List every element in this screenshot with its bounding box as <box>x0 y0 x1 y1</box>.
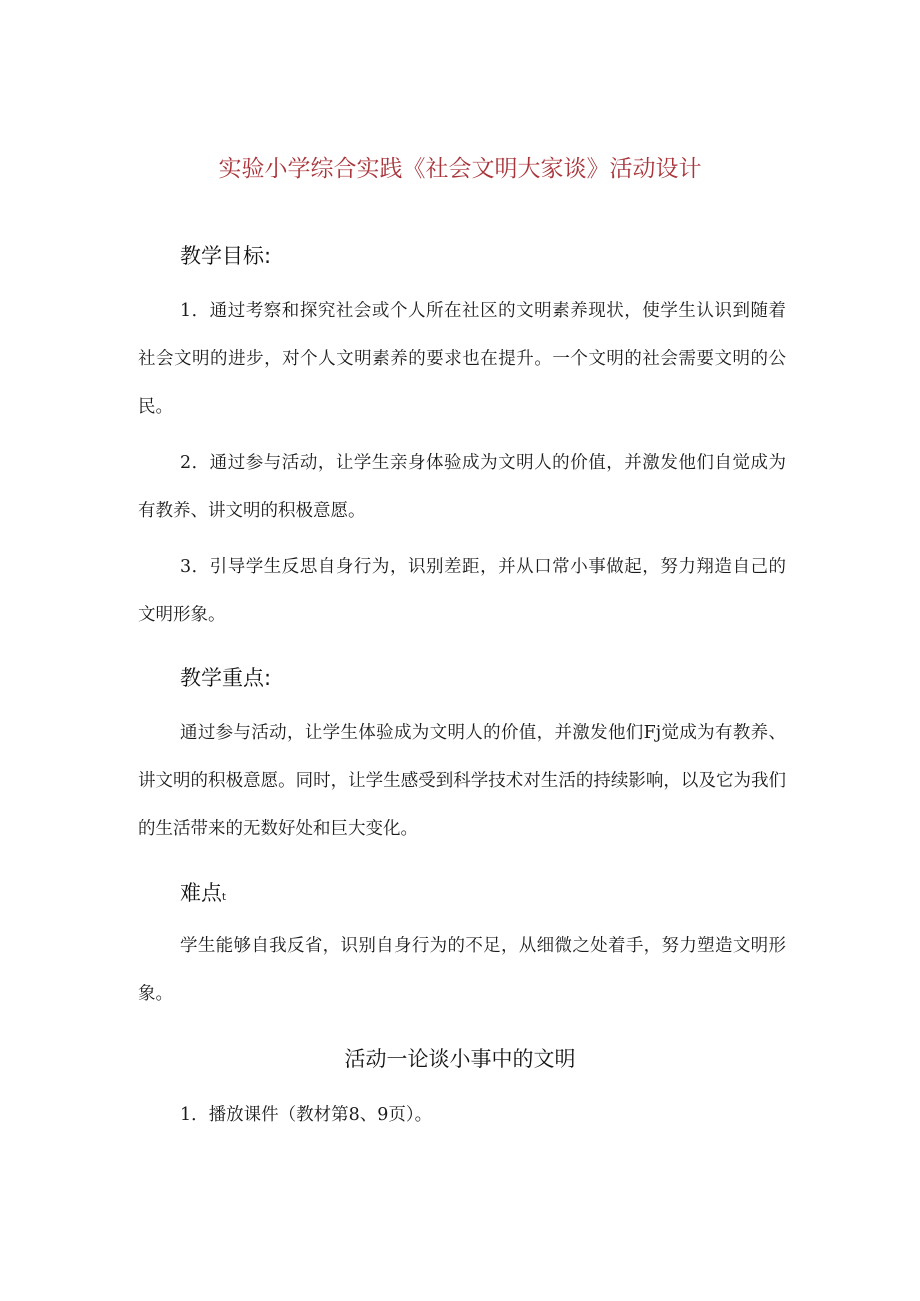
objective-item-2: 2．通过参与活动，让学生亲身体验成为文明人的价值，并激发他们自觉成为有教养、讲文明的积极意愿。 <box>138 453 786 521</box>
activity-one-heading: 活动一论谈小事中的文明 <box>344 1047 576 1071</box>
document-title: 实验小学综合实践《社会文明大家谈》活动设计 <box>218 156 702 182</box>
difficulties-heading-suffix: t <box>222 892 226 903</box>
objective-item-1: 1．通过考察和探究社会或个人所在社区的文明素养现状，使学生认识到随着社会文明的进步，对个人文明素养的要求也在提升。一个文明的社会需要文明的公民。 <box>138 301 786 417</box>
objective-item-3: 3．引导学生反思自身行为，识别差距，并从口常小事做起，努力翔造自己的文明形象。 <box>138 557 786 625</box>
activity-one-item-1: 1．播放课件（教材第8、9页）。 <box>180 1105 433 1125</box>
key-points-heading: 教学重点: <box>180 666 272 690</box>
difficulties-heading-text: 难点 <box>180 881 222 905</box>
objectives-heading: 教学目标: <box>180 244 272 268</box>
difficulties-text: 学生能够自我反省，识别自身行为的不足，从细微之处着手，努力塑造文明形象。 <box>138 936 786 1004</box>
key-points-text: 通过参与活动，让学生体验成为文明人的价值，并激发他们Fj觉成为有教养、讲文明的积极意愿。同时，让学生感受到科学技术对生活的持续影响，以及它为我们的生活带来的无数好处和巨大变化。 <box>138 723 786 839</box>
difficulties-heading <box>180 878 226 913</box>
